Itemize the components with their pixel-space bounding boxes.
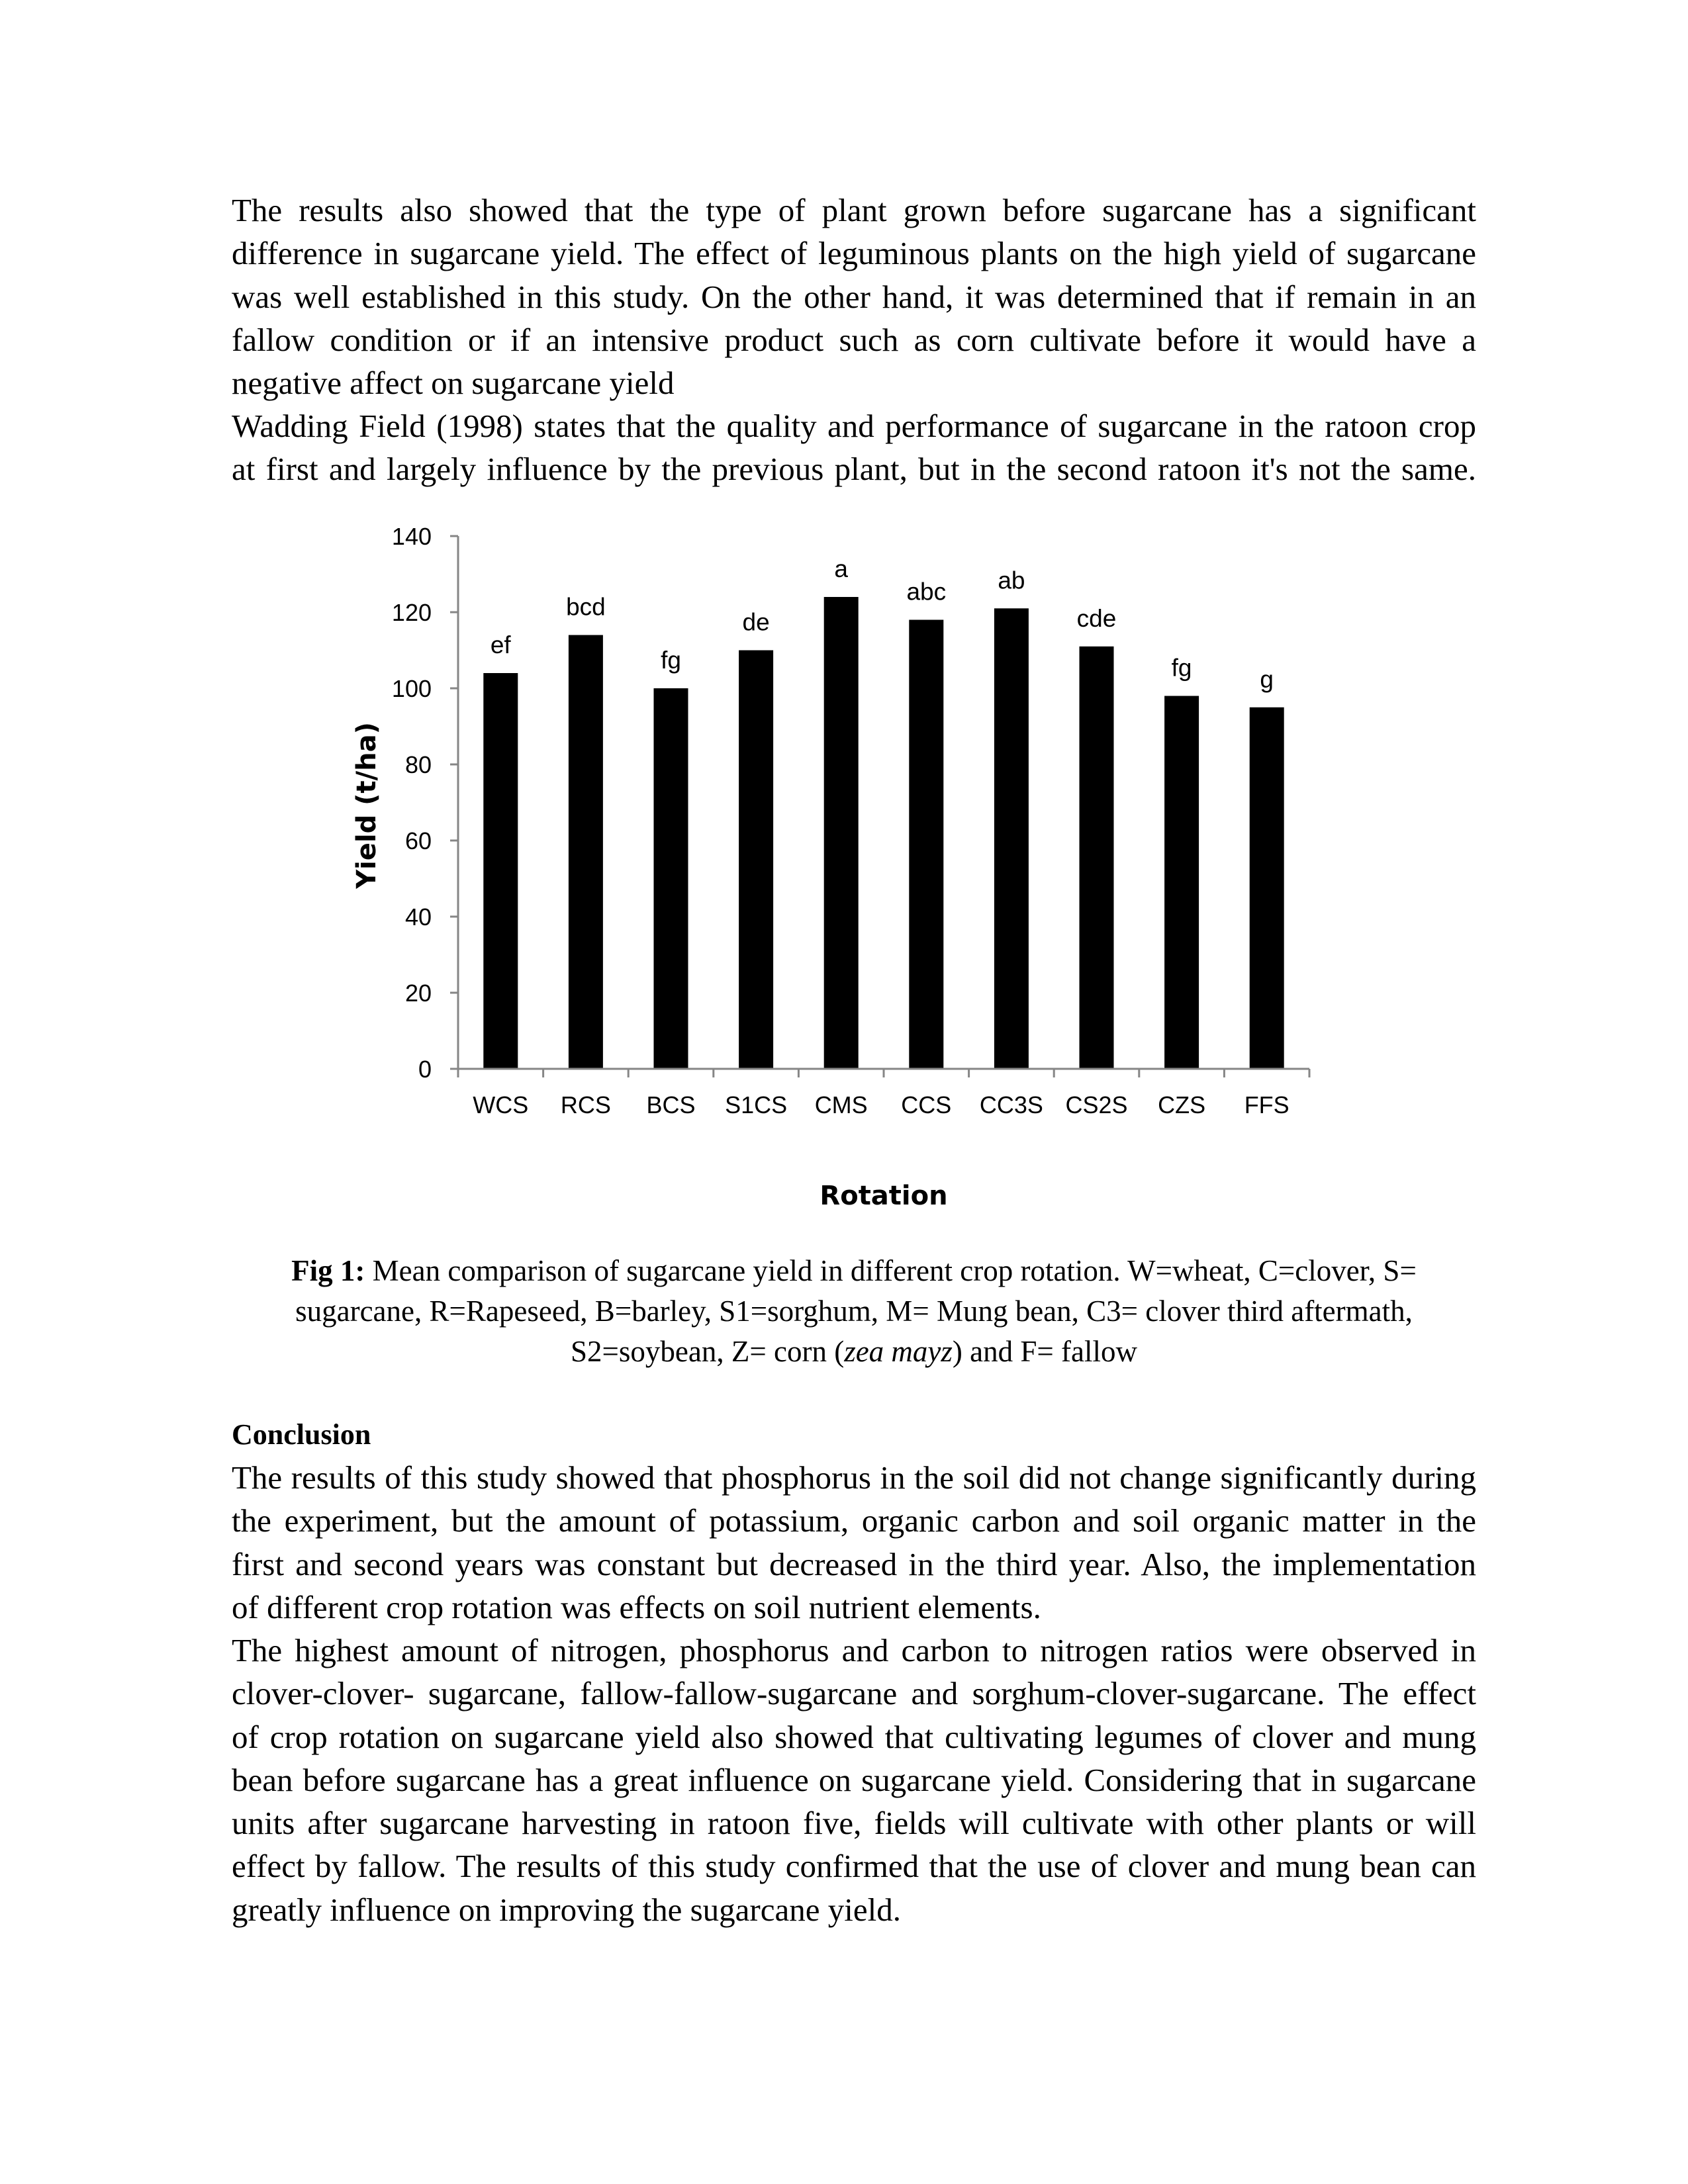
y-tick-label: 140 <box>391 523 432 550</box>
bar-cs2s <box>1080 647 1114 1069</box>
significance-label: cde <box>1076 604 1117 632</box>
text-line: of crop rotation on sugarcane yield also showed that cultivating legumes of clover and mung <box>232 1718 1476 1755</box>
x-tick-label: FFS <box>1244 1091 1289 1118</box>
bar-czs <box>1164 696 1199 1069</box>
text-line: The highest amount of nitrogen, phosphorus and carbon to nitrogen ratios were observed in <box>232 1632 1476 1668</box>
text-line: fallow condition or if an intensive product such as corn cultivate before it would have a <box>232 321 1476 358</box>
text-line: first and second years was constant but decreased in the third year. Also, the implementation <box>232 1545 1476 1582</box>
conclusion-paragraph-2 <box>232 1629 1476 1931</box>
bar-bcs <box>654 688 688 1069</box>
text-line: negative affect on sugarcane yield <box>232 365 675 402</box>
bars <box>483 597 1284 1069</box>
x-tick-label: CMS <box>814 1091 868 1118</box>
caption-text: ) and F= fallow <box>952 1335 1137 1368</box>
significance-label: bcd <box>566 593 606 621</box>
significance-label: ab <box>998 567 1025 594</box>
figure-label: Fig 1: <box>291 1254 365 1287</box>
y-tick-label: 120 <box>391 599 432 626</box>
bar-cms <box>824 597 859 1069</box>
y-tick-label: 100 <box>391 675 432 702</box>
caption-line-2: sugarcane, R=Rapeseed, B=barley, S1=sorghum, M= Mung bean, C3= clover third aftermath, <box>295 1295 1413 1328</box>
significance-label: de <box>742 608 770 636</box>
text-line: the experiment, but the amount of potassium, organic carbon and soil organic matter in the <box>232 1502 1476 1539</box>
text-line: greatly influence on improving the sugarcane yield. <box>232 1891 901 1928</box>
significance-labels <box>491 555 1274 693</box>
figure-caption <box>232 1251 1476 1372</box>
text-line: The results also showed that the type of plant grown before sugarcane has a significant <box>232 192 1476 228</box>
significance-label: fg <box>1171 654 1192 682</box>
caption-text: S2=soybean, Z= corn ( <box>571 1335 845 1368</box>
x-tick-label: WCS <box>473 1091 529 1118</box>
significance-label: fg <box>661 647 681 674</box>
text-line: bean before sugarcane has a great influence on sugarcane yield. Considering that in sugarcane <box>232 1761 1476 1798</box>
text-line: units after sugarcane harvesting in ratoon five, fields will cultivate with other plants or will <box>232 1805 1476 1842</box>
x-tick-label: CC3S <box>979 1091 1043 1118</box>
bar-ccs <box>909 620 943 1069</box>
text-line: of different crop rotation was effects on soil nutrient elements. <box>232 1588 1041 1625</box>
conclusion-heading: Conclusion <box>232 1418 371 1451</box>
bar-ffs <box>1250 707 1284 1069</box>
scientific-name: zea mayz <box>844 1335 953 1368</box>
text-line: difference in sugarcane yield. The effect of leguminous plants on the high yield of sugarcane <box>232 235 1476 272</box>
x-tick-label: BCS <box>646 1091 696 1118</box>
x-tick-label: CS2S <box>1065 1091 1128 1118</box>
x-axis-title: Rotation <box>820 1181 948 1211</box>
y-tick-label: 20 <box>404 979 432 1007</box>
y-tick-label: 0 <box>418 1056 432 1083</box>
significance-label: ef <box>490 631 511 659</box>
significance-label: g <box>1260 665 1274 693</box>
x-tick-label: CZS <box>1158 1091 1206 1118</box>
bar-cc3s <box>994 608 1029 1069</box>
significance-label: abc <box>906 578 947 606</box>
y-tick-label: 80 <box>404 751 432 778</box>
x-tick-label: S1CS <box>725 1091 788 1118</box>
x-tick-label: CCS <box>901 1091 952 1118</box>
text-line: at first and largely influence by the previous plant, but in the second ratoon it's not the same. <box>232 451 1476 488</box>
conclusion-paragraph-1 <box>232 1456 1476 1629</box>
text-line: The results of this study showed that phosphorus in the soil did not change significantly during <box>232 1459 1476 1496</box>
y-axis-ticks <box>392 523 458 1083</box>
text-line: effect by fallow. The results of this study confirmed that the use of clover and mung bean can <box>232 1848 1476 1885</box>
y-tick-label: 40 <box>404 903 432 931</box>
x-tick-label: RCS <box>560 1091 611 1118</box>
text-line: was well established in this study. On the other hand, it was determined that if remain in an <box>232 278 1476 315</box>
text-line: clover-clover- sugarcane, fallow-fallow-sugarcane and sorghum-clover-sugarcane. The effect <box>232 1675 1476 1712</box>
caption-text: Mean comparison of sugarcane yield in different crop rotation. W=wheat, C=clover, S= <box>365 1254 1417 1287</box>
significance-label: a <box>834 555 848 582</box>
bar-wcs <box>483 673 518 1069</box>
bar-s1cs <box>739 651 773 1069</box>
bar-rcs <box>569 635 603 1069</box>
caption-line-1 <box>232 1251 1476 1291</box>
text-line: Wadding Field (1998) states that the quality and performance of sugarcane in the ratoon crop <box>232 408 1476 444</box>
caption-line-3 <box>232 1332 1476 1372</box>
y-tick-label: 60 <box>404 827 432 854</box>
y-axis-title: Yield (t/ha) <box>352 722 382 889</box>
x-axis-ticks <box>458 1069 1309 1118</box>
